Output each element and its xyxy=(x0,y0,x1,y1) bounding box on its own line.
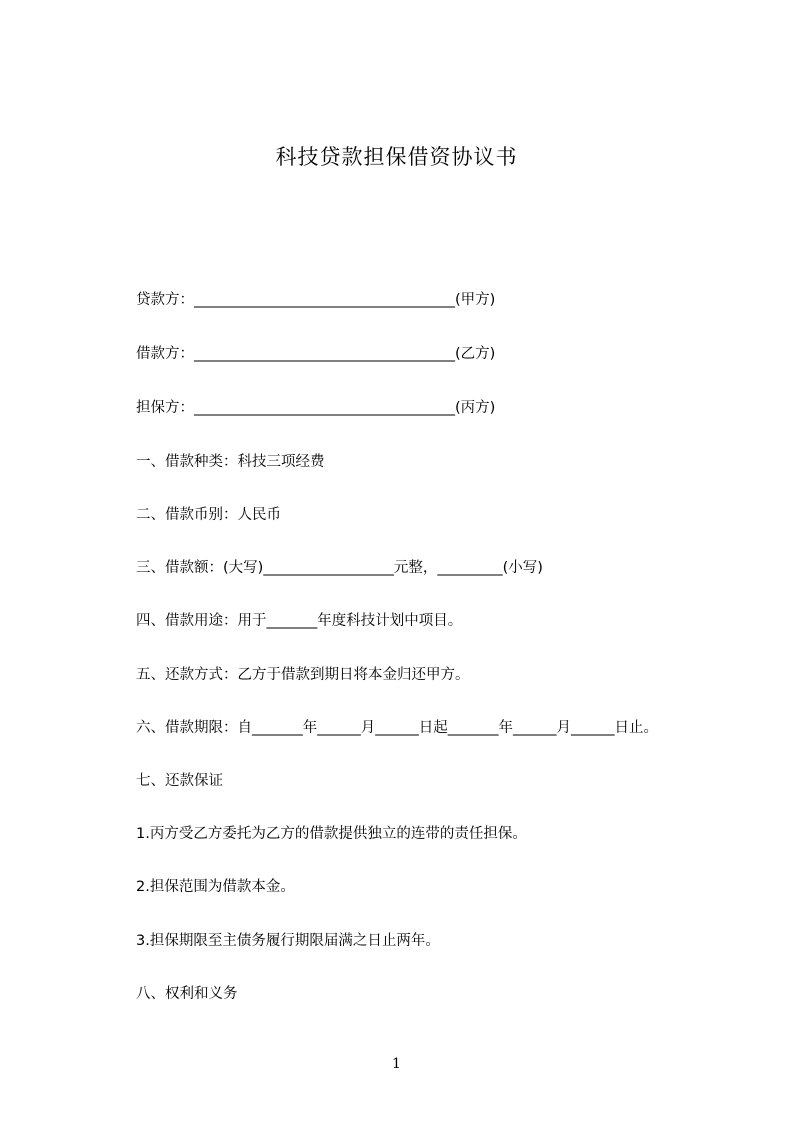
party-borrower-line: 借款方：____________________________________(乙方) xyxy=(136,346,496,362)
document-title: 科技贷款担保借资协议书 xyxy=(275,145,518,169)
clause-repayment-guarantee-heading: 七、还款保证 xyxy=(136,773,223,789)
clause-rights-obligations-heading: 八、权利和义务 xyxy=(136,986,238,1002)
guarantee-item-1: 1.丙方受乙方委托为乙方的借款提供独立的连带的责任担保。 xyxy=(136,826,527,842)
clause-loan-amount: 三、借款额：(大写)__________________元整，_________(小写) xyxy=(136,560,543,576)
clause-loan-term: 六、借款期限：自_______年______月______日起_______年______月______日止。 xyxy=(136,720,658,736)
page-number: 1 xyxy=(392,1056,401,1072)
clause-loan-type: 一、借款种类：科技三项经费 xyxy=(136,454,325,470)
clause-currency: 二、借款币别：人民币 xyxy=(136,507,281,523)
guarantee-item-2: 2.担保范围为借款本金。 xyxy=(136,879,295,895)
clause-repayment-method: 五、还款方式：乙方于借款到期日将本金归还甲方。 xyxy=(136,667,470,683)
clause-loan-purpose: 四、借款用途：用于_______年度科技计划中项目。 xyxy=(136,613,463,629)
party-guarantor-line: 担保方：____________________________________(丙方) xyxy=(136,400,496,416)
guarantee-item-3: 3.担保期限至主债务履行期限届满之日止两年。 xyxy=(136,933,440,949)
party-lender-line: 贷款方：____________________________________(甲方) xyxy=(136,292,496,308)
